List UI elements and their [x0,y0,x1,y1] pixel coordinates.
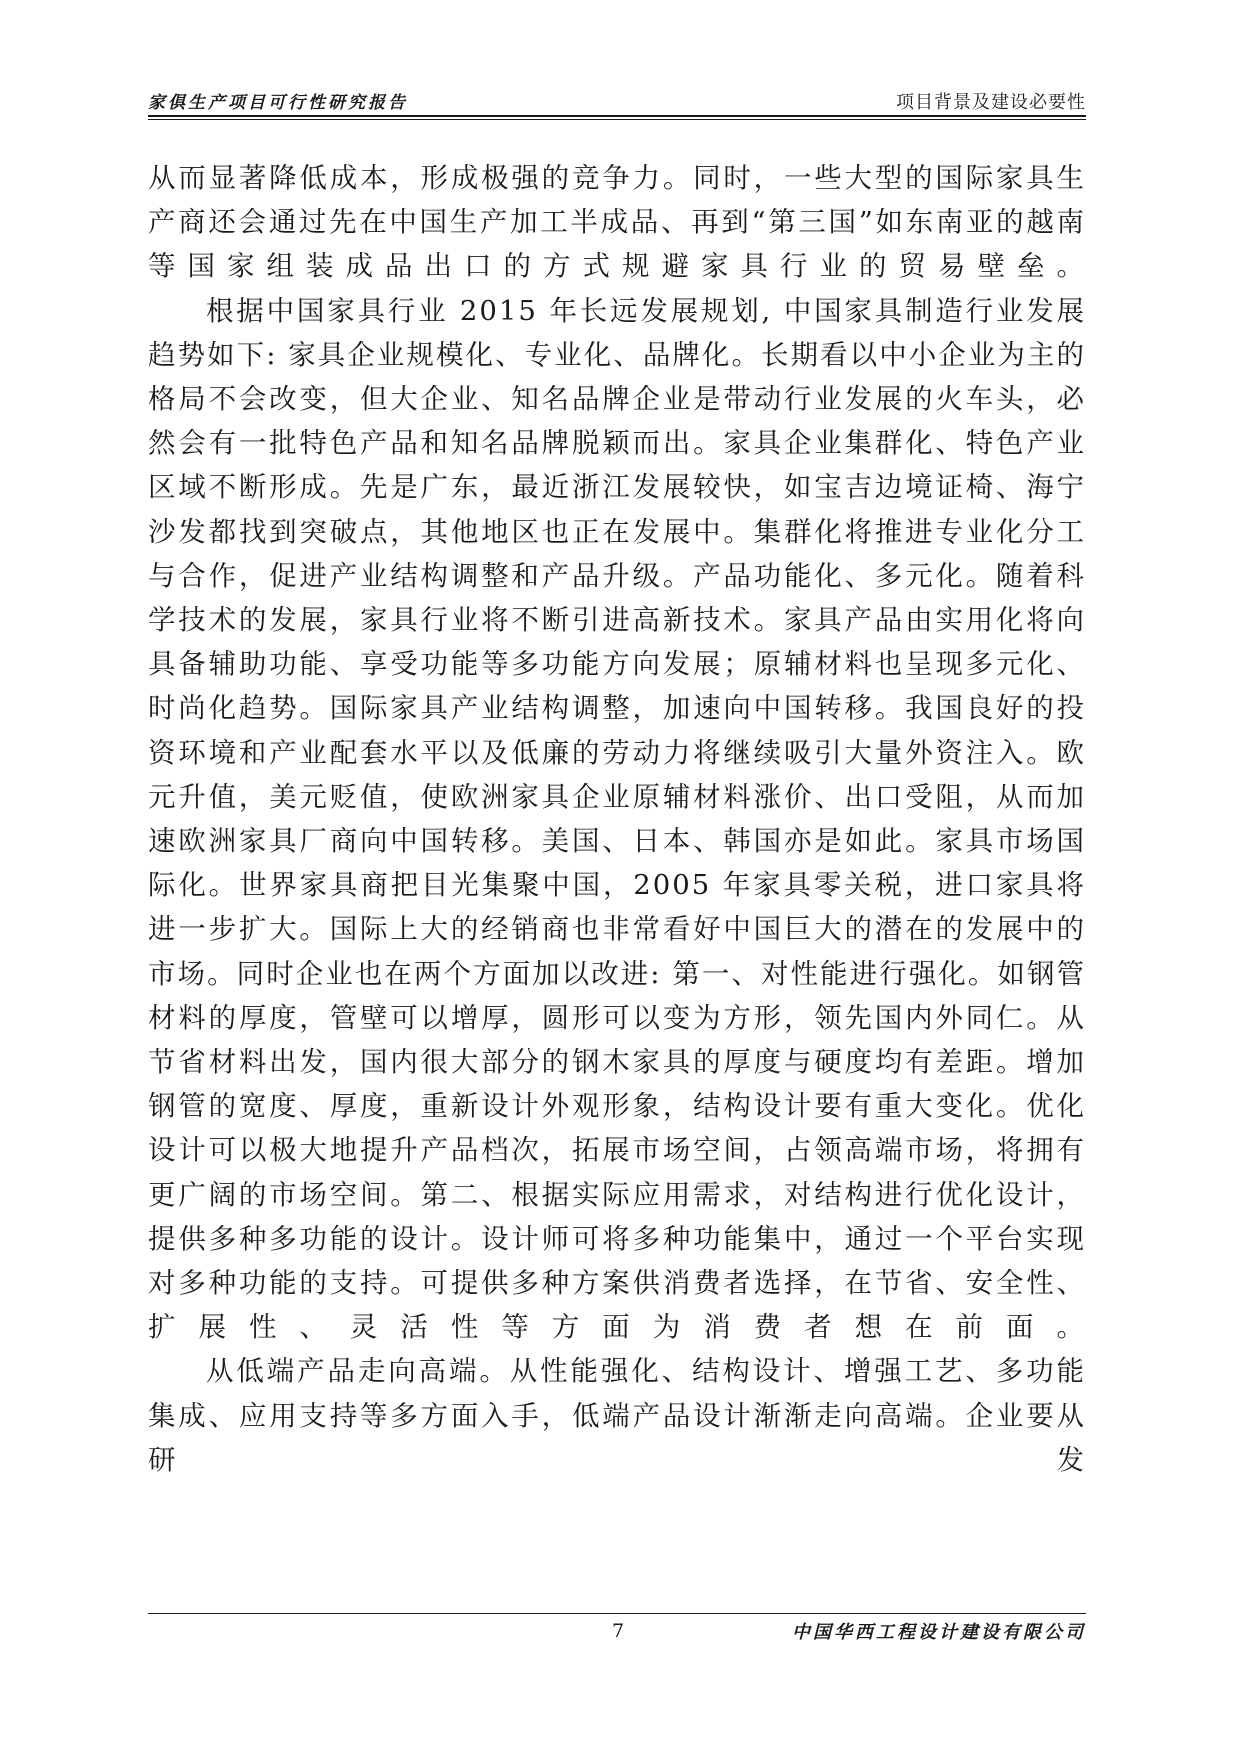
header-section-title: 项目背景及建设必要性 [896,92,1086,113]
page-number: 7 [612,1620,625,1642]
paragraph-3: 从低端产品走向高端。从性能强化、结构设计、增强工艺、多功能集成、应用支持等多方面入手，低端产品设计渐渐走向高端。企业要从研发 [148,1355,1086,1476]
footer-rule [148,1613,1086,1614]
footer-company-name: 中国华西工程设计建设有限公司 [792,1622,1086,1643]
header-rule [148,115,1086,117]
header-report-title: 家俱生产项目可行性研究报告 [148,93,408,113]
paragraph-2: 根据中国家具行业 2015 年长远发展规划, 中国家具制造行业发展趋势如下: 家具企业规模化、专业化、品牌化。长期看以中小企业为主的格局不会改变，但大企业、知名品牌企业是带动行业发展的火车头，必然会有一批特色产品和知名品牌脱颖而出。家具企业集群化、特色产业区域不断形成。先是广东，最近浙江发展较快，如宝吉边境证椅、海宁沙发都找到突破点，其他地区也正在发展中。集群化将推进专业化分工与合作，促进产业结构调整和产品升级。产品功能化、多元化。随着科学技术的发展，家具行业将不断引进高新技术。家具产品由实用化将向具备辅助功能、享受功能等多功能方向发展；原辅材料也呈现多元化、时尚化趋势。国际家具产业结构调整，加速向中国转移。我国良好的投资环境和产业配套水平以及低廉的劳动力将继续吸引大量外资注入。欧元升值，美元贬值，使欧洲家具企业原辅材料涨价、出口受阻，从而加速欧洲家具厂商向中国转移。美国、日本、韩国亦是如此。家具市场国际化。世界家具商把目光集聚中国，2005 年家具零关税，进口家具将进一步扩大。国际上大的经销商也非常看好中国巨大的潜在的发展中的市场。同时企业也在两个方面加以改进: 第一、对性能进行强化。如钢管材料的厚度，管壁可以增厚，圆形可以变为方形，领先国内外同仁。从节省材料出发，国内很大部分的钢木家具的厚度与硬度均有差距。增加钢管的宽度、厚度，重新设计外观形象，结构设计要有重大变化。优化设计可以极大地提升产品档次，拓展市场空间，占领高端市场，将拥有更广阔的市场空间。第二、根据实际应用需求，对结构进行优化设计，提供多种多功能的设计。设计师可将多种功能集中，通过一个平台实现对多种功能的支持。可提供多种方案供消费者选择，在节省、安全性、扩展性、灵活性等方面为消费者想在前面。 [148,294,1086,1344]
body-text [148,156,1086,1482]
header-rule-thin [148,119,1086,120]
page-header [148,84,1086,114]
paragraph-1: 从而显著降低成本，形成极强的竞争力。同时，一些大型的国际家具生产商还会通过先在中国生产加工半成品、再到“第三国”如东南亚的越南等国家组装成品出口的方式规避家具行业的贸易壁垒。 [148,162,1086,283]
